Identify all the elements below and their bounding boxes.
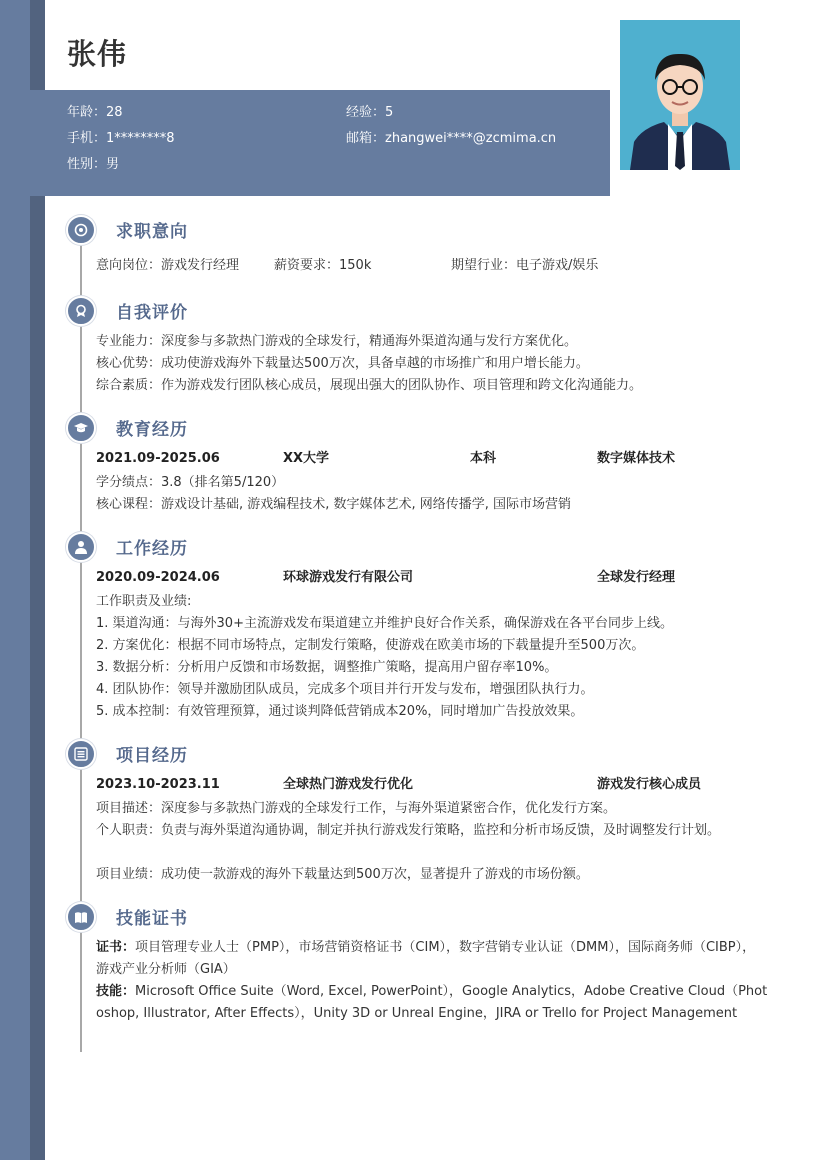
education-school: XX大学 xyxy=(283,451,330,466)
work-line-6: 5. 成本控制：有效管理预算，通过谈判降低营销成本20%，同时增加广告投放效果。 xyxy=(96,704,584,719)
list-icon xyxy=(66,739,96,769)
section-title-project: 项目经历 xyxy=(116,746,188,766)
project-result: 项目业绩：成功使一款游戏的海外下载量达到500万次，显著提升了游戏的市场份额。 xyxy=(96,867,589,882)
book-icon xyxy=(66,902,96,932)
project-name: 全球热门游戏发行优化 xyxy=(283,777,414,792)
work-line-5: 4. 团队协作：领导并激励团队成员，完成多个项目并行开发与发布，增强团队执行力。 xyxy=(96,682,594,697)
education-period: 2021.09-2025.06 xyxy=(96,451,220,466)
self-line-3: 综合素质：作为游戏发行团队核心成员，展现出强大的团队协作、项目管理和跨文化沟通能力。 xyxy=(96,378,643,393)
candidate-name: 张伟 xyxy=(67,37,128,71)
person-icon xyxy=(66,532,96,562)
work-line-3: 2. 方案优化：根据不同市场特点，定制发行策略，使游戏在欧美市场的下载量提升至500万次。 xyxy=(96,638,645,653)
info-experience: 经验：5 xyxy=(346,105,394,120)
section-title-education: 教育经历 xyxy=(116,420,188,440)
work-line-2: 1. 渠道沟通：与海外30+主流游戏发布渠道建立并维护良好合作关系，确保游戏在各平台同步上线。 xyxy=(96,616,673,631)
info-phone: 手机：1********8 xyxy=(67,131,175,146)
graduation-cap-icon xyxy=(66,413,96,443)
self-line-1: 专业能力：深度参与多款热门游戏的全球发行，精通海外渠道沟通与发行方案优化。 xyxy=(96,334,578,349)
project-description: 项目描述：深度参与多款热门游戏的全球发行工作，与海外渠道紧密合作，优化发行方案。 xyxy=(96,801,617,816)
work-role: 全球发行经理 xyxy=(597,570,676,585)
target-icon xyxy=(66,215,96,245)
work-period: 2020.09-2024.06 xyxy=(96,570,220,585)
project-role: 游戏发行核心成员 xyxy=(597,777,702,792)
education-courses: 核心课程：游戏设计基础, 游戏编程技术, 数字媒体艺术, 网络传播学, 国际市场营销 xyxy=(96,497,572,512)
section-title-skills: 技能证书 xyxy=(116,909,188,929)
badge-icon xyxy=(66,296,96,326)
certificates-value: 项目管理专业人士（PMP），市场营销资格证书（CIM），数字营销专业认证（DMM），国际商务师（CIBP），游戏产业分析师（GIA） xyxy=(96,940,756,977)
skills-text xyxy=(96,981,768,1025)
work-line-1: 工作职责及业绩: xyxy=(96,594,192,609)
intent-position: 意向岗位：游戏发行经理 xyxy=(96,258,240,273)
section-title-work: 工作经历 xyxy=(116,539,188,559)
certificates-text xyxy=(96,937,768,981)
work-line-4: 3. 数据分析：分析用户反馈和市场数据，调整推广策略，提高用户留存率10%。 xyxy=(96,660,558,675)
education-major: 数字媒体技术 xyxy=(597,451,676,466)
self-line-2: 核心优势：成功使游戏海外下载量达500万次，具备卓越的市场推广和用户增长能力。 xyxy=(96,356,589,371)
skills-value: Microsoft Office Suite（Word, Excel, PowerPoint），Google Analytics，Adobe Creative Cloud（Photoshop, Illustrator, After Effects），Unity 3D or Unreal Engine，JIRA or Trello for Project Management xyxy=(96,984,768,1021)
project-period: 2023.10-2023.11 xyxy=(96,777,220,792)
profile-photo xyxy=(620,20,740,170)
info-gender: 性别：男 xyxy=(67,157,120,172)
basic-info-panel xyxy=(30,90,610,196)
section-title-self: 自我评价 xyxy=(116,303,188,323)
project-duty: 个人职责：负责与海外渠道沟通协调，制定并执行游戏发行策略，监控和分析市场反馈，及时调整发行计划。 xyxy=(96,823,721,838)
info-email: 邮箱：zhangwei****@zcmima.cn xyxy=(346,131,557,146)
section-title-intent: 求职意向 xyxy=(116,222,188,242)
intent-industry: 期望行业：电子游戏/娱乐 xyxy=(451,258,599,273)
education-degree: 本科 xyxy=(470,451,497,466)
education-gpa: 学分绩点：3.8（排名第5/120） xyxy=(96,475,285,490)
intent-salary: 薪资要求：150k xyxy=(274,258,372,273)
work-company: 环球游戏发行有限公司 xyxy=(283,570,414,585)
skills-label: 技能： xyxy=(96,984,136,999)
certificates-label: 证书： xyxy=(96,940,136,955)
info-age: 年龄：28 xyxy=(67,105,123,120)
sidebar-stripe xyxy=(0,0,30,1160)
